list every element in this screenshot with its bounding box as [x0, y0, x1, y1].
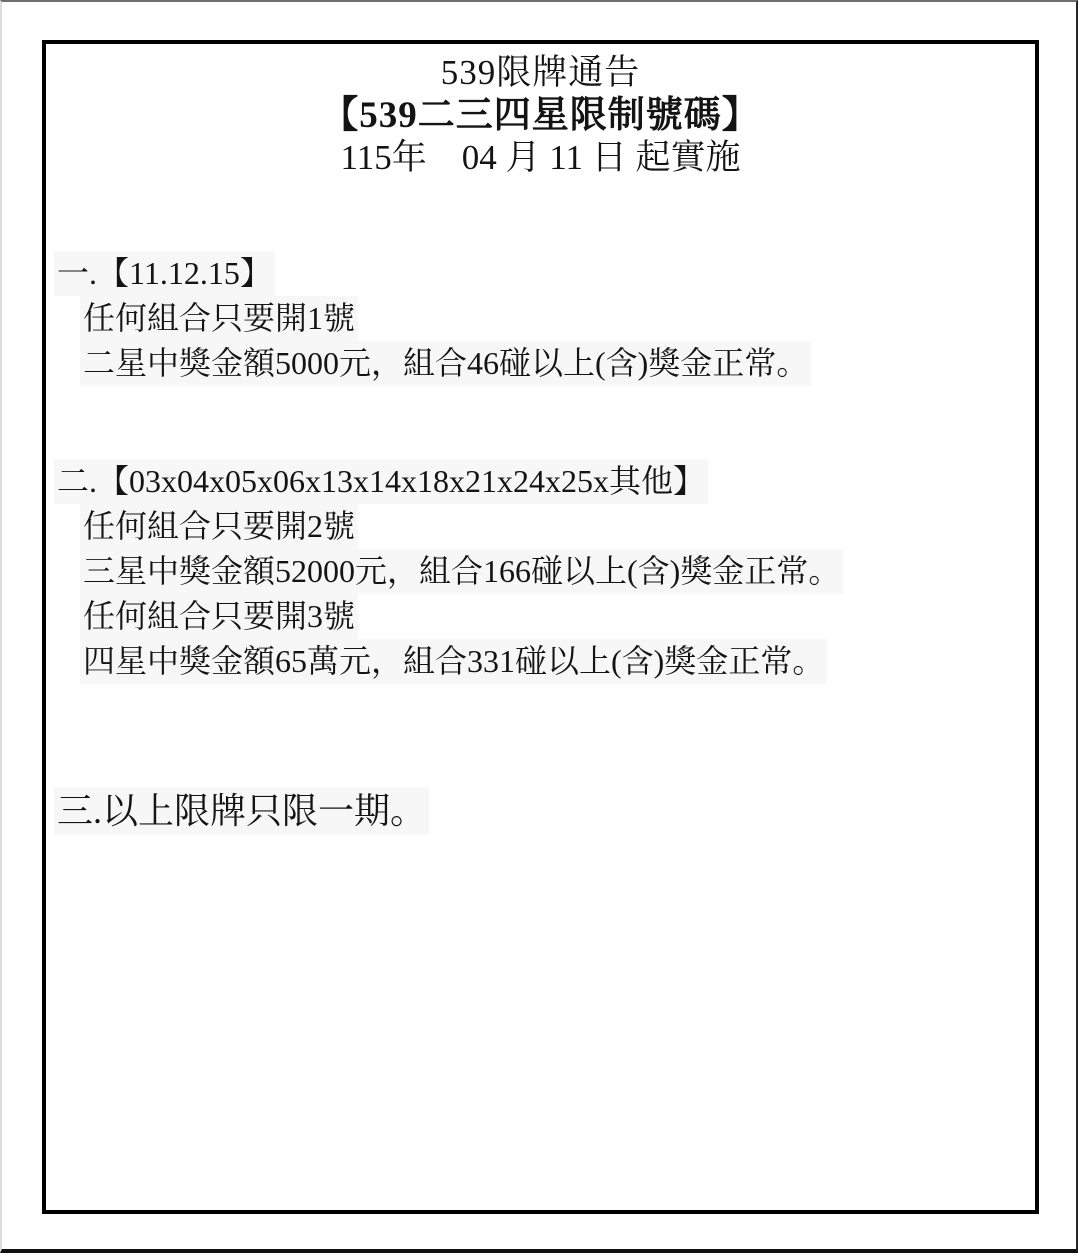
section-2-heading: 二.【03x04x05x06x13x14x18x21x24x25x其他】 — [54, 459, 708, 504]
section-2-line-2 — [54, 549, 1035, 594]
section-1-heading: 一.【11.12.15】 — [54, 251, 275, 296]
notice-border-box — [42, 40, 1039, 1214]
section-1 — [54, 251, 1035, 386]
section-1-heading-line — [54, 251, 1035, 296]
section-1-rule-text: 任何組合只要開1號 — [80, 296, 358, 341]
section-2-heading-line — [54, 459, 1035, 504]
section-2-rule-text-1: 任何組合只要開2號 — [80, 504, 358, 549]
section-3 — [54, 787, 1035, 835]
section-2-payout-text-1: 三星中獎金額52000元，組合166碰以上(含)獎金正常。 — [80, 549, 843, 594]
section-3-heading-line — [54, 787, 1035, 835]
section-2-rule-text-2: 任何組合只要開3號 — [80, 594, 358, 639]
notice-body — [46, 251, 1035, 835]
section-1-line-1 — [54, 296, 1035, 341]
notice-title: 539限牌通告 — [440, 53, 641, 92]
effective-date-line: 115年 04 月 11 日 起實施 — [340, 138, 741, 177]
section-3-heading: 三.以上限牌只限一期。 — [54, 787, 429, 835]
section-2 — [54, 459, 1035, 684]
section-2-payout-text-2: 四星中獎金額65萬元，組合331碰以上(含)獎金正常。 — [80, 639, 827, 684]
section-1-line-2 — [54, 341, 1035, 386]
section-2-line-3 — [54, 594, 1035, 639]
section-2-line-1 — [54, 504, 1035, 549]
section-1-payout-text: 二星中獎金額5000元，組合46碰以上(含)獎金正常。 — [80, 341, 811, 386]
notice-header — [46, 44, 1035, 179]
notice-subtitle: 【539二三四星限制號碼】 — [321, 95, 760, 136]
section-2-line-4 — [54, 639, 1035, 684]
